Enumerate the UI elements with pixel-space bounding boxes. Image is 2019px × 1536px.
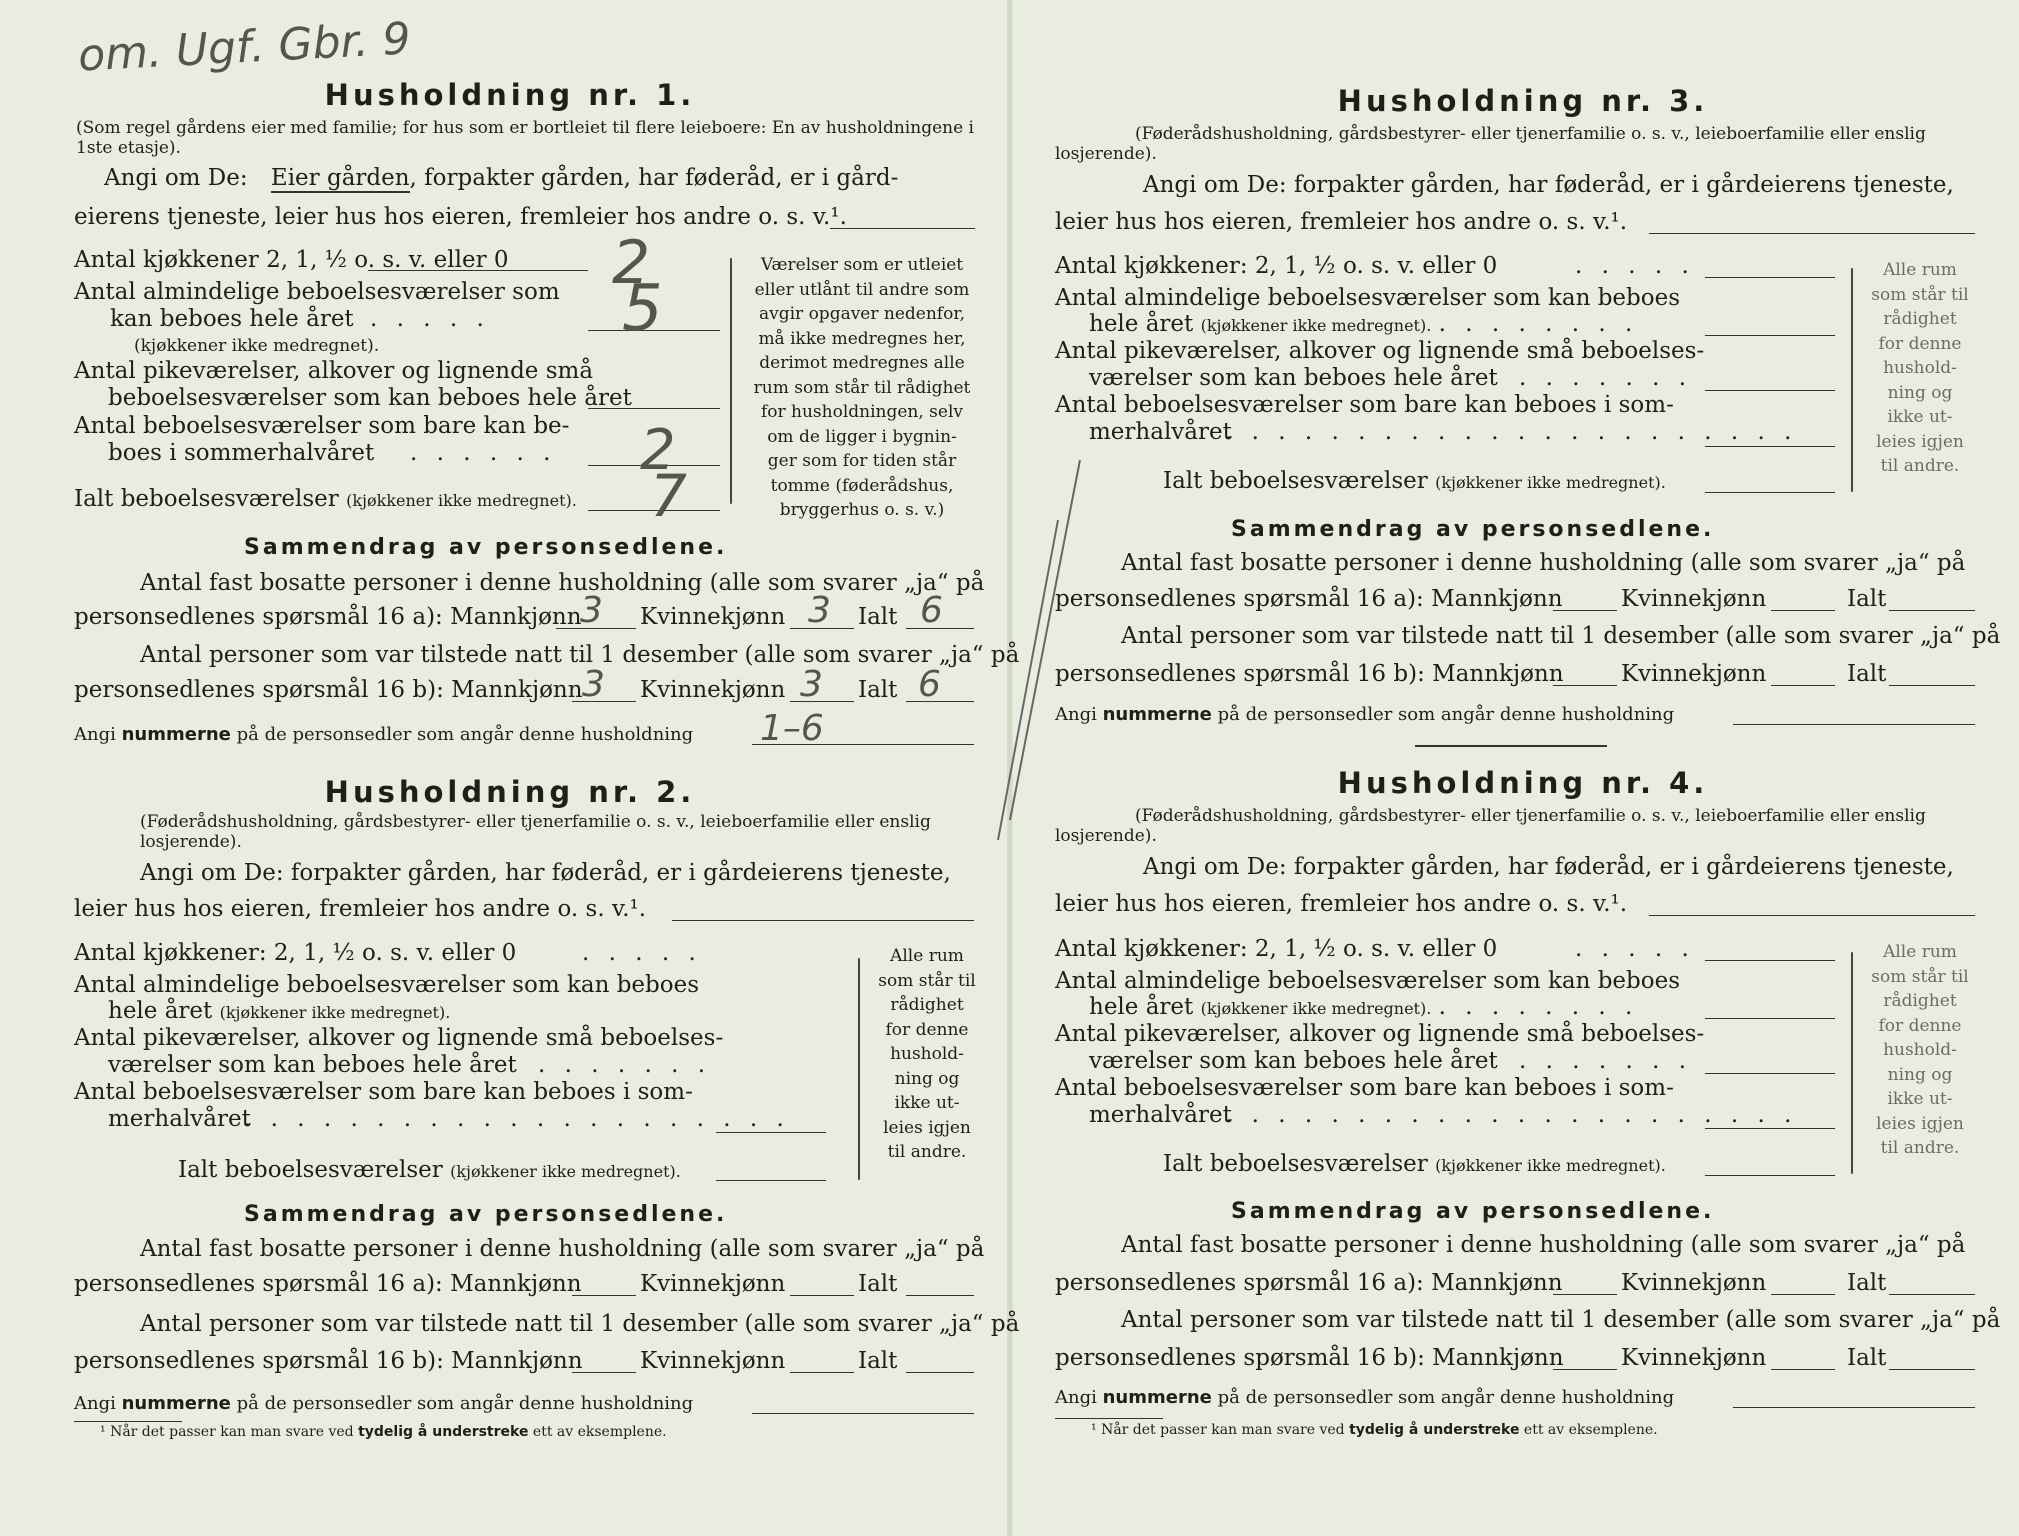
h4-alm-rule	[1705, 1018, 1835, 1019]
h1-side-note-line: om de ligger i bygnin-	[767, 426, 957, 447]
h2-side-note-line: ikke ut-	[894, 1093, 960, 1113]
h4-fast-kvinne-label: Kvinnekjønn	[1621, 1270, 1767, 1296]
h2-side-note-line: til andre.	[887, 1142, 967, 1162]
h4-alm-2-text: hele året	[1089, 994, 1194, 1020]
h2-fast-ialt-label: Ialt	[858, 1271, 898, 1297]
h4-side-note-line: som står til	[1871, 966, 1969, 987]
h2-tilstede-k-line	[790, 1372, 854, 1373]
h3-fast-i-line	[1889, 610, 1975, 611]
h4-nummerne-bold: nummerne	[1102, 1387, 1212, 1408]
h2-alm-2-text: hele året	[108, 998, 213, 1024]
h4-kjokkener-rule	[1705, 960, 1835, 961]
h2-footnote-pre: ¹ Når det passer kan man svare ved	[100, 1424, 354, 1440]
h3-alm-rule	[1705, 335, 1835, 336]
h3-alm-2-text: hele året	[1089, 311, 1194, 337]
h3-ialt-rule	[1705, 492, 1835, 493]
h4-fast-m-line	[1553, 1294, 1617, 1295]
h1-fast-ialt-label: Ialt	[858, 604, 898, 630]
h2-footnote-post: ett av eksemplene.	[532, 1424, 667, 1440]
h1-ialt-value: 7	[650, 462, 687, 530]
h4-tilstede-line1: Antal personer som var tilstede natt til 1 desember (alle som svarer „ja“ på	[1121, 1307, 2001, 1333]
h4-footnote-rule	[1055, 1418, 1163, 1419]
h4-sommer-label-1: Antal beboelsesværelser som bare kan beboes i som-	[1055, 1075, 1674, 1101]
h2-tilstede-i-line	[906, 1372, 974, 1373]
h1-pike-line	[588, 408, 720, 409]
h2-side-note	[862, 944, 992, 1165]
h3-tilstede-i-line	[1889, 685, 1975, 686]
h1-angi-line1	[104, 165, 898, 191]
h3-side-note-line: hushold-	[1883, 358, 1957, 378]
h4-tilstede-m-line	[1553, 1369, 1617, 1370]
h4-footnote-post: ett av eksemplene.	[1523, 1422, 1658, 1438]
h3-alm-label-1: Antal almindelige beboelsesværelser som kan beboes	[1055, 285, 1681, 311]
h3-angi-line1: Angi om De: forpakter gården, har føderåd, er i gårdeierens tjeneste,	[1143, 172, 1954, 198]
h3-pike-label-1: Antal pikeværelser, alkover og lignende små beboelses-	[1055, 338, 1705, 364]
h3-side-note-line: rådighet	[1883, 309, 1957, 329]
h3-tilstede-k-line	[1771, 685, 1835, 686]
h1-fast-kvinne-label: Kvinnekjønn	[640, 604, 786, 630]
h4-tilstede-label: personsedlenes spørsmål 16 b): Mannkjønn	[1055, 1345, 1564, 1371]
h2-side-note-line: hushold-	[890, 1044, 964, 1064]
h1-pike-label-2: beboelsesværelser som kan beboes hele året	[108, 385, 632, 411]
h3-ialt-label	[1163, 468, 1666, 494]
h2-alm-label-2	[108, 998, 450, 1024]
h3-fast-kvinne-label: Kvinnekjønn	[1621, 586, 1767, 612]
h4-pike-label-2: værelser som kan beboes hele året	[1089, 1048, 1498, 1074]
h4-ialt-label	[1163, 1151, 1666, 1177]
h2-kjokkener-dots: . . . . .	[582, 940, 702, 966]
h1-side-note-line: derimot medregnes alle	[759, 353, 965, 373]
h3-side-note-line: leies igjen	[1876, 431, 1964, 452]
h1-tilstede-kvinne-label: Kvinnekjønn	[640, 677, 786, 703]
h3-nummerne-line	[1055, 704, 1674, 725]
h2-footnote-rule	[74, 1421, 182, 1422]
h3-tilstede-m-line	[1553, 685, 1617, 686]
h4-angi-rule	[1649, 915, 1975, 916]
h1-angi-prefix: Angi om De:	[104, 165, 248, 191]
h1-alm-dots: . . . . .	[370, 306, 490, 332]
h2-pike-label-2: værelser som kan beboes hele året	[108, 1052, 517, 1078]
h2-sommer-dots: . . . . . . . . . . . . . . . . . . . . .	[244, 1106, 790, 1132]
h1-nummerne-bold: nummerne	[121, 724, 231, 745]
h4-side-note-line: leies igjen	[1876, 1113, 1964, 1134]
h1-nummerne-post: på de personsedler som angår denne husholdning	[236, 724, 694, 745]
h1-tilstede-line1: Antal personer som var tilstede natt til 1 desember (alle som svarer „ja“ på	[140, 642, 1020, 668]
h2-sammendrag-title: Sammendrag av personsedlene.	[244, 1202, 728, 1227]
h2-nummerne-rule	[752, 1413, 974, 1414]
h3-pike-rule	[1705, 390, 1835, 391]
h3-fast-ialt-label: Ialt	[1847, 586, 1887, 612]
h2-tilstede-line1: Antal personer som var tilstede natt til 1 desember (alle som svarer „ja“ på	[140, 1311, 1020, 1337]
h2-side-note-line: ning og	[894, 1068, 960, 1089]
h3-angi-rule	[1649, 233, 1975, 234]
h3-fast-label: personsedlenes spørsmål 16 a): Mannkjønn	[1055, 586, 1563, 612]
h4-side-note-line: ning og	[1887, 1064, 1953, 1085]
h1-note: (Som regel gårdens eier med familie; for hus som er bortleiet til flere leieboere: En av husholdningene i 1ste etasje).	[76, 118, 974, 158]
h2-side-note-line: for denne	[885, 1019, 969, 1040]
h3-nummerne-pre: Angi	[1055, 704, 1097, 725]
h1-kjokkener-label: Antal kjøkkener 2, 1, ½ o. s. v. eller 0	[74, 247, 509, 273]
h1-side-note-line: eller utlånt til andre som	[754, 279, 970, 300]
h1-side-note-line: rum som står til rådighet	[753, 377, 971, 398]
h4-side-note-line: for denne	[1878, 1015, 1962, 1036]
h4-tilstede-ialt-label: Ialt	[1847, 1345, 1887, 1371]
h4-ialt-sub: (kjøkkener ikke medregnet).	[1435, 1156, 1666, 1175]
h3-kjokkener-rule	[1705, 277, 1835, 278]
h4-side-note-line: ikke ut-	[1887, 1089, 1953, 1109]
h3-sammendrag-title: Sammendrag av personsedlene.	[1231, 517, 1715, 542]
handwritten-header-annotation: om. Ugf. Gbr. 9	[76, 13, 412, 82]
h2-fast-label: personsedlenes spørsmål 16 a): Mannkjønn	[74, 1271, 582, 1297]
h4-sommer-rule	[1705, 1128, 1835, 1129]
h1-sommer-label-2: boes i sommerhalvåret	[108, 440, 375, 466]
h3-pike-label-2: værelser som kan beboes hele året	[1089, 365, 1498, 391]
h4-side-note	[1855, 940, 1985, 1161]
right-page	[1013, 0, 2019, 1536]
h3-alm-label-2	[1089, 311, 1638, 337]
h4-fast-label: personsedlenes spørsmål 16 a): Mannkjønn	[1055, 1270, 1563, 1296]
h2-footnote	[100, 1424, 667, 1440]
h1-side-note-line: Værelser som er utleiet	[760, 255, 964, 275]
h4-footnote	[1091, 1422, 1658, 1438]
h1-fast-k-value: 3	[808, 590, 831, 631]
h1-nummerne-line	[74, 724, 693, 745]
h4-alm-dots: . . . . . . . .	[1438, 994, 1639, 1020]
h2-tilstede-label: personsedlenes spørsmål 16 b): Mannkjønn	[74, 1348, 583, 1374]
h4-nummerne-line	[1055, 1387, 1674, 1408]
h3-side-note-line: som står til	[1871, 284, 1969, 305]
h4-side-bracket	[1851, 952, 1853, 1174]
h1-fast-line1: Antal fast bosatte personer i denne husholdning (alle som svarer „ja“ på	[140, 570, 985, 596]
h4-note: (Føderådshusholdning, gårdsbestyrer- eller tjenerfamilie o. s. v., leieboerfamilie eller enslig losjerende).	[1055, 806, 1926, 846]
h2-sommer-label-1: Antal beboelsesværelser som bare kan beboes i som-	[74, 1079, 693, 1105]
h1-sommer-label-1: Antal beboelsesværelser som bare kan be-	[74, 413, 570, 439]
h4-fast-k-line	[1771, 1294, 1835, 1295]
h3-ialt-text: Ialt beboelsesværelser	[1163, 468, 1428, 494]
h2-angi-line1: Angi om De: forpakter gården, har føderåd, er i gårdeierens tjeneste,	[140, 860, 951, 886]
h1-tilstede-label: personsedlenes spørsmål 16 b): Mannkjønn	[74, 677, 583, 703]
h4-side-note-line: Alle rum	[1883, 942, 1957, 962]
h3-nummerne-bold: nummerne	[1102, 704, 1212, 725]
h3-title: Husholdning nr. 3.	[1337, 84, 1709, 118]
h3-side-note-line: ikke ut-	[1887, 407, 1953, 427]
h3-tilstede-ialt-label: Ialt	[1847, 661, 1887, 687]
h1-fast-label: personsedlenes spørsmål 16 a): Mannkjønn	[74, 604, 582, 630]
h3-tilstede-line1: Antal personer som var tilstede natt til 1 desember (alle som svarer „ja“ på	[1121, 623, 2001, 649]
h1-fast-i-value: 6	[920, 590, 943, 631]
h3-pike-dots: . . . . . . .	[1519, 365, 1693, 391]
h1-tilstede-k-value: 3	[800, 664, 823, 705]
h1-title: Husholdning nr. 1.	[324, 78, 696, 112]
h1-nummerne-pre: Angi	[74, 724, 116, 745]
h2-fast-m-line	[572, 1295, 636, 1296]
h1-alm-sub: (kjøkkener ikke medregnet).	[134, 336, 380, 356]
h1-tilstede-i-value: 6	[918, 664, 941, 705]
h2-nummerne-post: på de personsedler som angår denne husholdning	[236, 1393, 694, 1414]
h4-fast-line1: Antal fast bosatte personer i denne husholdning (alle som svarer „ja“ på	[1121, 1232, 1966, 1258]
h1-kjokkener-value: 2	[612, 228, 651, 298]
h3-alm-dots: . . . . . . . .	[1438, 311, 1639, 337]
h2-pike-label-1: Antal pikeværelser, alkover og lignende små beboelses-	[74, 1025, 724, 1051]
h3-side-note-line: Alle rum	[1883, 260, 1957, 280]
h2-note: (Føderådshusholdning, gårdsbestyrer- eller tjenerfamilie o. s. v., leieboerfamilie eller enslig losjerende).	[140, 812, 931, 852]
h3-kjokkener-dots: . . . . .	[1575, 253, 1695, 279]
h3-ialt-sub: (kjøkkener ikke medregnet).	[1435, 473, 1666, 492]
h3-sommer-label-1: Antal beboelsesværelser som bare kan beboes i som-	[1055, 392, 1674, 418]
h3-nummerne-post: på de personsedler som angår denne husholdning	[1217, 704, 1675, 725]
h1-side-note	[742, 253, 982, 523]
h2-ialt-label	[178, 1157, 681, 1183]
h3-side-bracket	[1851, 268, 1853, 492]
h1-nummerne-value: 1–6	[760, 708, 824, 749]
h4-fast-i-line	[1889, 1294, 1975, 1295]
h1-alm-value: 5	[622, 272, 663, 346]
h4-sommer-label-2: merhalvåret	[1089, 1102, 1232, 1128]
h3-sommer-rule	[1705, 446, 1835, 447]
h4-pike-dots: . . . . . . .	[1519, 1048, 1693, 1074]
h1-fast-line2	[74, 604, 582, 630]
h4-pike-label-1: Antal pikeværelser, alkover og lignende små beboelses-	[1055, 1021, 1705, 1047]
h2-tilstede-m-line	[572, 1372, 636, 1373]
h3-side-note-line: for denne	[1878, 333, 1962, 354]
h4-nummerne-pre: Angi	[1055, 1387, 1097, 1408]
h3-fast-line1: Antal fast bosatte personer i denne husholdning (alle som svarer „ja“ på	[1121, 550, 1966, 576]
h2-side-note-line: Alle rum	[890, 946, 964, 966]
h4-side-note-line: til andre.	[1880, 1138, 1960, 1158]
h2-side-bracket	[858, 958, 860, 1180]
h4-nummerne-rule	[1733, 1407, 1975, 1408]
h2-title: Husholdning nr. 2.	[324, 775, 696, 809]
h3-tilstede-label: personsedlenes spørsmål 16 b): Mannkjønn	[1055, 661, 1564, 687]
h1-fast-m-value: 3	[580, 590, 603, 631]
h4-ialt-text: Ialt beboelsesværelser	[1163, 1151, 1428, 1177]
h2-angi-line2: leier hus hos eieren, fremleier hos andre o. s. v.¹.	[74, 896, 647, 922]
h4-side-note-line: rådighet	[1883, 991, 1957, 1011]
h2-nummerne-line	[74, 1393, 693, 1414]
h2-side-note-line: som står til	[878, 970, 976, 991]
h2-sommer-label-2: merhalvåret	[108, 1106, 251, 1132]
h1-side-note-line: tomme (føderådshus,	[770, 475, 954, 496]
h2-ialt-rule	[716, 1180, 826, 1181]
h4-sommer-dots: . . . . . . . . . . . . . . . . . . . . . .	[1225, 1102, 1798, 1128]
h3-note: (Føderådshusholdning, gårdsbestyrer- eller tjenerfamilie o. s. v., leieboerfamilie eller enslig losjerende).	[1055, 124, 1926, 164]
h1-sammendrag-title: Sammendrag av personsedlene.	[244, 535, 728, 560]
h3-tilstede-kvinne-label: Kvinnekjønn	[1621, 661, 1767, 687]
h1-alm-label-2: kan beboes hele året	[110, 306, 354, 332]
h3-alm-sub: (kjøkkener ikke medregnet).	[1200, 316, 1432, 335]
h2-fast-kvinne-label: Kvinnekjønn	[640, 1271, 786, 1297]
h3-side-note-line: til andre.	[1880, 456, 1960, 476]
h4-angi-line2: leier hus hos eieren, fremleier hos andre o. s. v.¹.	[1055, 891, 1628, 917]
h2-nummerne-bold: nummerne	[121, 1393, 231, 1414]
h4-tilstede-k-line	[1771, 1369, 1835, 1370]
h4-alm-label-1: Antal almindelige beboelsesværelser som kan beboes	[1055, 968, 1681, 994]
h4-angi-line1: Angi om De: forpakter gården, har føderåd, er i gårdeierens tjeneste,	[1143, 854, 1954, 880]
h2-side-note-line: rådighet	[890, 995, 964, 1015]
h1-pike-label-1: Antal pikeværelser, alkover og lignende små	[74, 358, 594, 384]
h2-side-note-line: leies igjen	[883, 1117, 971, 1138]
h2-sommer-rule	[716, 1132, 826, 1133]
h2-alm-sub: (kjøkkener ikke medregnet).	[219, 1003, 451, 1022]
h3-side-note-line: ning og	[1887, 382, 1953, 403]
h2-kjokkener-label: Antal kjøkkener: 2, 1, ½ o. s. v. eller 0	[74, 940, 517, 966]
h1-angi-line2: eierens tjeneste, leier hus hos eieren, fremleier hos andre o. s. v.¹.	[74, 204, 847, 230]
h4-alm-label-2	[1089, 994, 1638, 1020]
h1-alm-label-1: Antal almindelige beboelsesværelser som	[74, 279, 560, 305]
h4-footnote-bold: tydelig å understreke	[1349, 1422, 1520, 1438]
h4-title: Husholdning nr. 4.	[1337, 766, 1709, 800]
h1-kjokkener-line	[368, 270, 588, 271]
h2-fast-k-line	[790, 1295, 854, 1296]
h3-h4-separator	[1415, 745, 1607, 747]
h3-nummerne-rule	[1733, 724, 1975, 725]
h2-footnote-bold: tydelig å understreke	[358, 1424, 529, 1440]
h1-side-note-line: bryggerhus o. s. v.)	[779, 500, 945, 520]
h4-kjokkener-label: Antal kjøkkener: 2, 1, ½ o. s. v. eller 0	[1055, 936, 1498, 962]
h2-angi-rule	[672, 920, 974, 921]
h4-ialt-rule	[1705, 1175, 1835, 1176]
h2-fast-line1: Antal fast bosatte personer i denne husholdning (alle som svarer „ja“ på	[140, 1236, 985, 1262]
h3-kjokkener-label: Antal kjøkkener: 2, 1, ½ o. s. v. eller 0	[1055, 253, 1498, 279]
h1-tilstede-ialt-label: Ialt	[858, 677, 898, 703]
h1-ialt-sub: (kjøkkener ikke medregnet).	[346, 491, 577, 510]
h2-alm-label-1: Antal almindelige beboelsesværelser som kan beboes	[74, 972, 700, 998]
h1-side-bracket	[730, 258, 732, 504]
h1-tilstede-m-value: 3	[582, 664, 605, 705]
h1-sommer-dots: . . . . . .	[410, 440, 557, 466]
h3-fast-k-line	[1771, 610, 1835, 611]
h4-pike-rule	[1705, 1073, 1835, 1074]
h1-side-note-line: for husholdningen, selv	[760, 402, 964, 422]
h2-fast-i-line	[906, 1295, 974, 1296]
h4-side-note-line: hushold-	[1883, 1040, 1957, 1060]
h3-angi-line2: leier hus hos eieren, fremleier hos andre o. s. v.¹.	[1055, 209, 1628, 235]
h2-nummerne-pre: Angi	[74, 1393, 116, 1414]
h1-angi-answer-line	[830, 228, 975, 229]
h1-side-note-line: avgir opgaver nedenfor,	[758, 304, 965, 324]
h1-angi-rest: , forpakter gården, har føderåd, er i gård-	[409, 165, 899, 191]
h4-kjokkener-dots: . . . . .	[1575, 936, 1695, 962]
h3-side-note	[1855, 258, 1985, 479]
h4-fast-ialt-label: Ialt	[1847, 1270, 1887, 1296]
h3-sommer-dots: . . . . . . . . . . . . . . . . . . . . . .	[1225, 419, 1798, 445]
h2-ialt-text: Ialt beboelsesværelser	[178, 1157, 443, 1183]
h1-ialt-label	[74, 486, 577, 512]
h4-tilstede-kvinne-label: Kvinnekjønn	[1621, 1345, 1767, 1371]
h4-alm-sub: (kjøkkener ikke medregnet).	[1200, 999, 1432, 1018]
h4-footnote-pre: ¹ Når det passer kan man svare ved	[1091, 1422, 1345, 1438]
h3-fast-m-line	[1553, 610, 1617, 611]
h3-sommer-label-2: merhalvåret	[1089, 419, 1232, 445]
h4-tilstede-i-line	[1889, 1369, 1975, 1370]
h1-angi-underlined-answer: Eier gården	[270, 165, 410, 191]
h2-ialt-sub: (kjøkkener ikke medregnet).	[450, 1162, 681, 1181]
h2-pike-dots: . . . . . . .	[538, 1052, 712, 1078]
h1-side-note-line: ger som for tiden står	[767, 451, 957, 471]
h2-tilstede-kvinne-label: Kvinnekjønn	[640, 1348, 786, 1374]
h2-tilstede-ialt-label: Ialt	[858, 1348, 898, 1374]
h4-sammendrag-title: Sammendrag av personsedlene.	[1231, 1199, 1715, 1224]
h4-nummerne-post: på de personsedler som angår denne husholdning	[1217, 1387, 1675, 1408]
h1-ialt-text: Ialt beboelsesværelser	[74, 486, 339, 512]
h1-side-note-line: må ikke medregnes her,	[758, 328, 966, 349]
h1-sommer-value: 2	[640, 418, 676, 483]
